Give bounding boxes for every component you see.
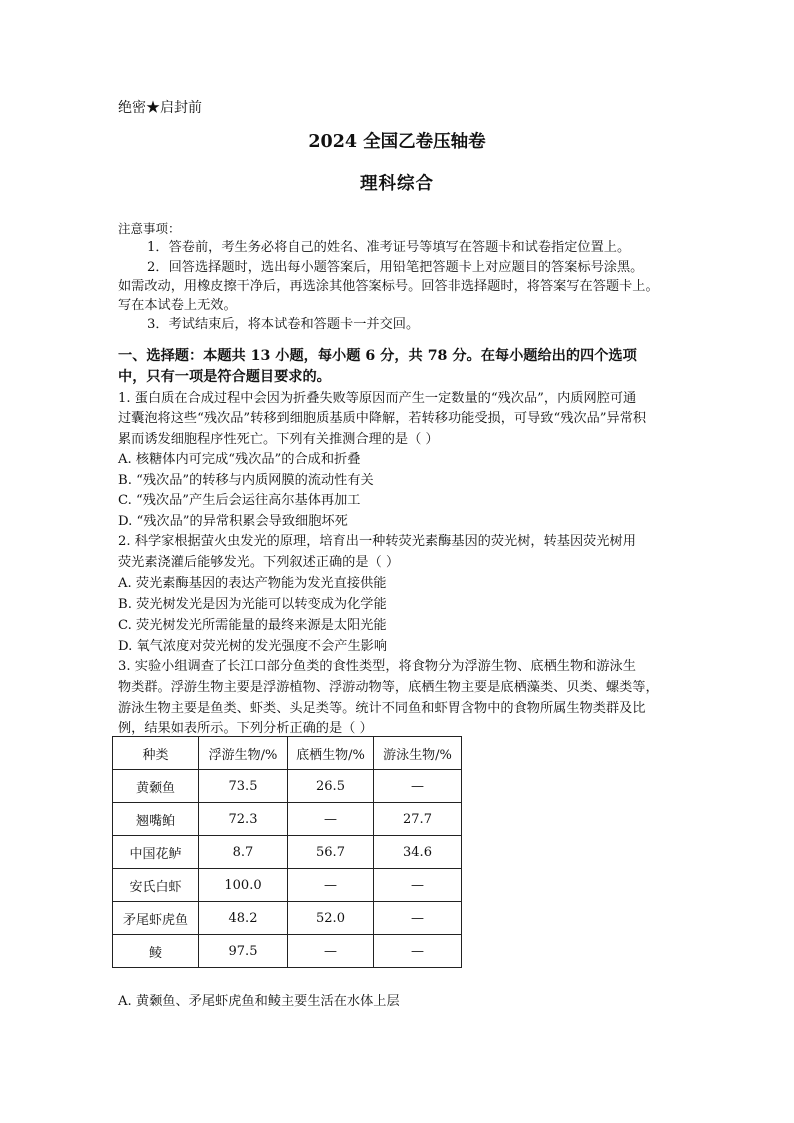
- table-cell: 26.5: [288, 770, 374, 803]
- section-heading-cont: 中，只有一项是符合题目要求的。: [118, 369, 331, 385]
- table-cell: —: [374, 902, 462, 935]
- table-cell: —: [288, 869, 374, 902]
- table-row: [113, 836, 462, 869]
- exam-title: 2024 全国乙卷压轴卷: [308, 132, 486, 152]
- question-3-stem: 3. 实验小组调查了长江口部分鱼类的食性类型，将食物分为浮游生物、底栖生物和游泳生: [118, 659, 636, 674]
- table-cell: 48.2: [199, 902, 288, 935]
- table-header-row: [113, 737, 462, 770]
- subject-title: 理科综合: [360, 174, 434, 194]
- table-header-cell: 种类: [113, 737, 199, 770]
- confidential-mark: 绝密★启封前: [118, 100, 202, 116]
- table-cell: —: [288, 935, 374, 968]
- table-cell: 黄颡鱼: [113, 770, 199, 803]
- table-row: [113, 770, 462, 803]
- table-cell: 安氏白虾: [113, 869, 199, 902]
- question-1-option-b: B. “残次品”的转移与内质网膜的流动性有关: [118, 473, 374, 488]
- table-cell: —: [374, 869, 462, 902]
- table-cell: —: [374, 770, 462, 803]
- table-cell: 翘嘴鲌: [113, 803, 199, 836]
- table-row: [113, 902, 462, 935]
- table-cell: 矛尾虾虎鱼: [113, 902, 199, 935]
- table-cell: —: [374, 935, 462, 968]
- question-3-option-a: A. 黄颡鱼、矛尾虾虎鱼和鲮主要生活在水体上层: [118, 994, 400, 1009]
- table-header-cell: 底栖生物/%: [288, 737, 374, 770]
- table-cell: 73.5: [199, 770, 288, 803]
- table-header-cell: 游泳生物/%: [374, 737, 462, 770]
- table-cell: 56.7: [288, 836, 374, 869]
- table-cell: —: [288, 803, 374, 836]
- table-cell: 100.0: [199, 869, 288, 902]
- table-cell: 中国花鲈: [113, 836, 199, 869]
- question-1-option-c: C. “残次品”产生后会运往高尔基体再加工: [118, 493, 361, 508]
- question-2-option-a: A. 荧光素酶基因的表达产物能为发光直接供能: [118, 576, 387, 591]
- question-3-stem: 游泳生物主要是鱼类、虾类、头足类等。统计不同鱼和虾胃含物中的食物所属生物类群及比: [118, 701, 646, 716]
- table-cell: 鲮: [113, 935, 199, 968]
- table-cell: 34.6: [374, 836, 462, 869]
- table-cell: 97.5: [199, 935, 288, 968]
- table-cell: 72.3: [199, 803, 288, 836]
- table-row: [113, 803, 462, 836]
- question-3-stem: 物类群。浮游生物主要是浮游植物、浮游动物等，底栖生物主要是底栖藻类、贝类、螺类等，: [118, 680, 659, 695]
- question-1-option-a: A. 核糖体内可完成“残次品”的合成和折叠: [118, 452, 361, 467]
- question-1-stem: 累而诱发细胞程序性死亡。下列有关推测合理的是（ ）: [118, 432, 439, 447]
- question-3-stem: 例，结果如表所示。下列分析正确的是（ ）: [118, 721, 373, 736]
- question-2-stem: 2. 科学家根据萤火虫发光的原理，培育出一种转荧光素酶基因的荧光树，转基因荧光树用: [118, 534, 636, 549]
- note-item: 3．考试结束后，将本试卷和答题卡一并交回。: [147, 317, 420, 332]
- note-item: 如需改动，用橡皮擦干净后，再选涂其他答案标号。回答非选择题时，将答案写在答题卡上。: [118, 279, 659, 294]
- table-row: [113, 869, 462, 902]
- question-1-stem: 1. 蛋白质在合成过程中会因为折叠失败等原因而产生一定数量的“残次品”，内质网腔可通: [118, 391, 637, 406]
- notes-heading: 注意事项：: [118, 221, 181, 236]
- note-item: 2．回答选择题时，选出每小题答案后，用铅笔把答题卡上对应题目的答案标号涂黑。: [147, 260, 644, 275]
- table-cell: 8.7: [199, 836, 288, 869]
- table-row: [113, 935, 462, 968]
- diet-composition-table: [112, 736, 462, 968]
- note-item: 写在本试卷上无效。: [118, 298, 237, 313]
- question-1-stem: 过囊泡将这些“残次品”转移到细胞质基质中降解，若转移功能受损，可导致“残次品”异常积: [118, 411, 647, 426]
- note-item: 1．答卷前，考生务必将自己的姓名、准考证号等填写在答题卡和试卷指定位置上。: [147, 240, 631, 255]
- table-cell: 27.7: [374, 803, 462, 836]
- section-heading: 一、选择题：本题共 13 小题，每小题 6 分，共 78 分。在每小题给出的四个选项: [118, 348, 637, 364]
- table-cell: 52.0: [288, 902, 374, 935]
- question-1-option-d: D. “残次品”的异常积累会导致细胞坏死: [118, 514, 348, 529]
- question-2-option-c: C. 荧光树发光所需能量的最终来源是太阳光能: [118, 618, 387, 633]
- question-2-option-d: D. 氧气浓度对荧光树的发光强度不会产生影响: [118, 639, 388, 654]
- table-header-cell: 浮游生物/%: [199, 737, 288, 770]
- question-2-option-b: B. 荧光树发光是因为光能可以转变成为化学能: [118, 597, 387, 612]
- question-2-stem: 荧光素浇灌后能够发光。下列叙述正确的是（ ）: [118, 555, 400, 570]
